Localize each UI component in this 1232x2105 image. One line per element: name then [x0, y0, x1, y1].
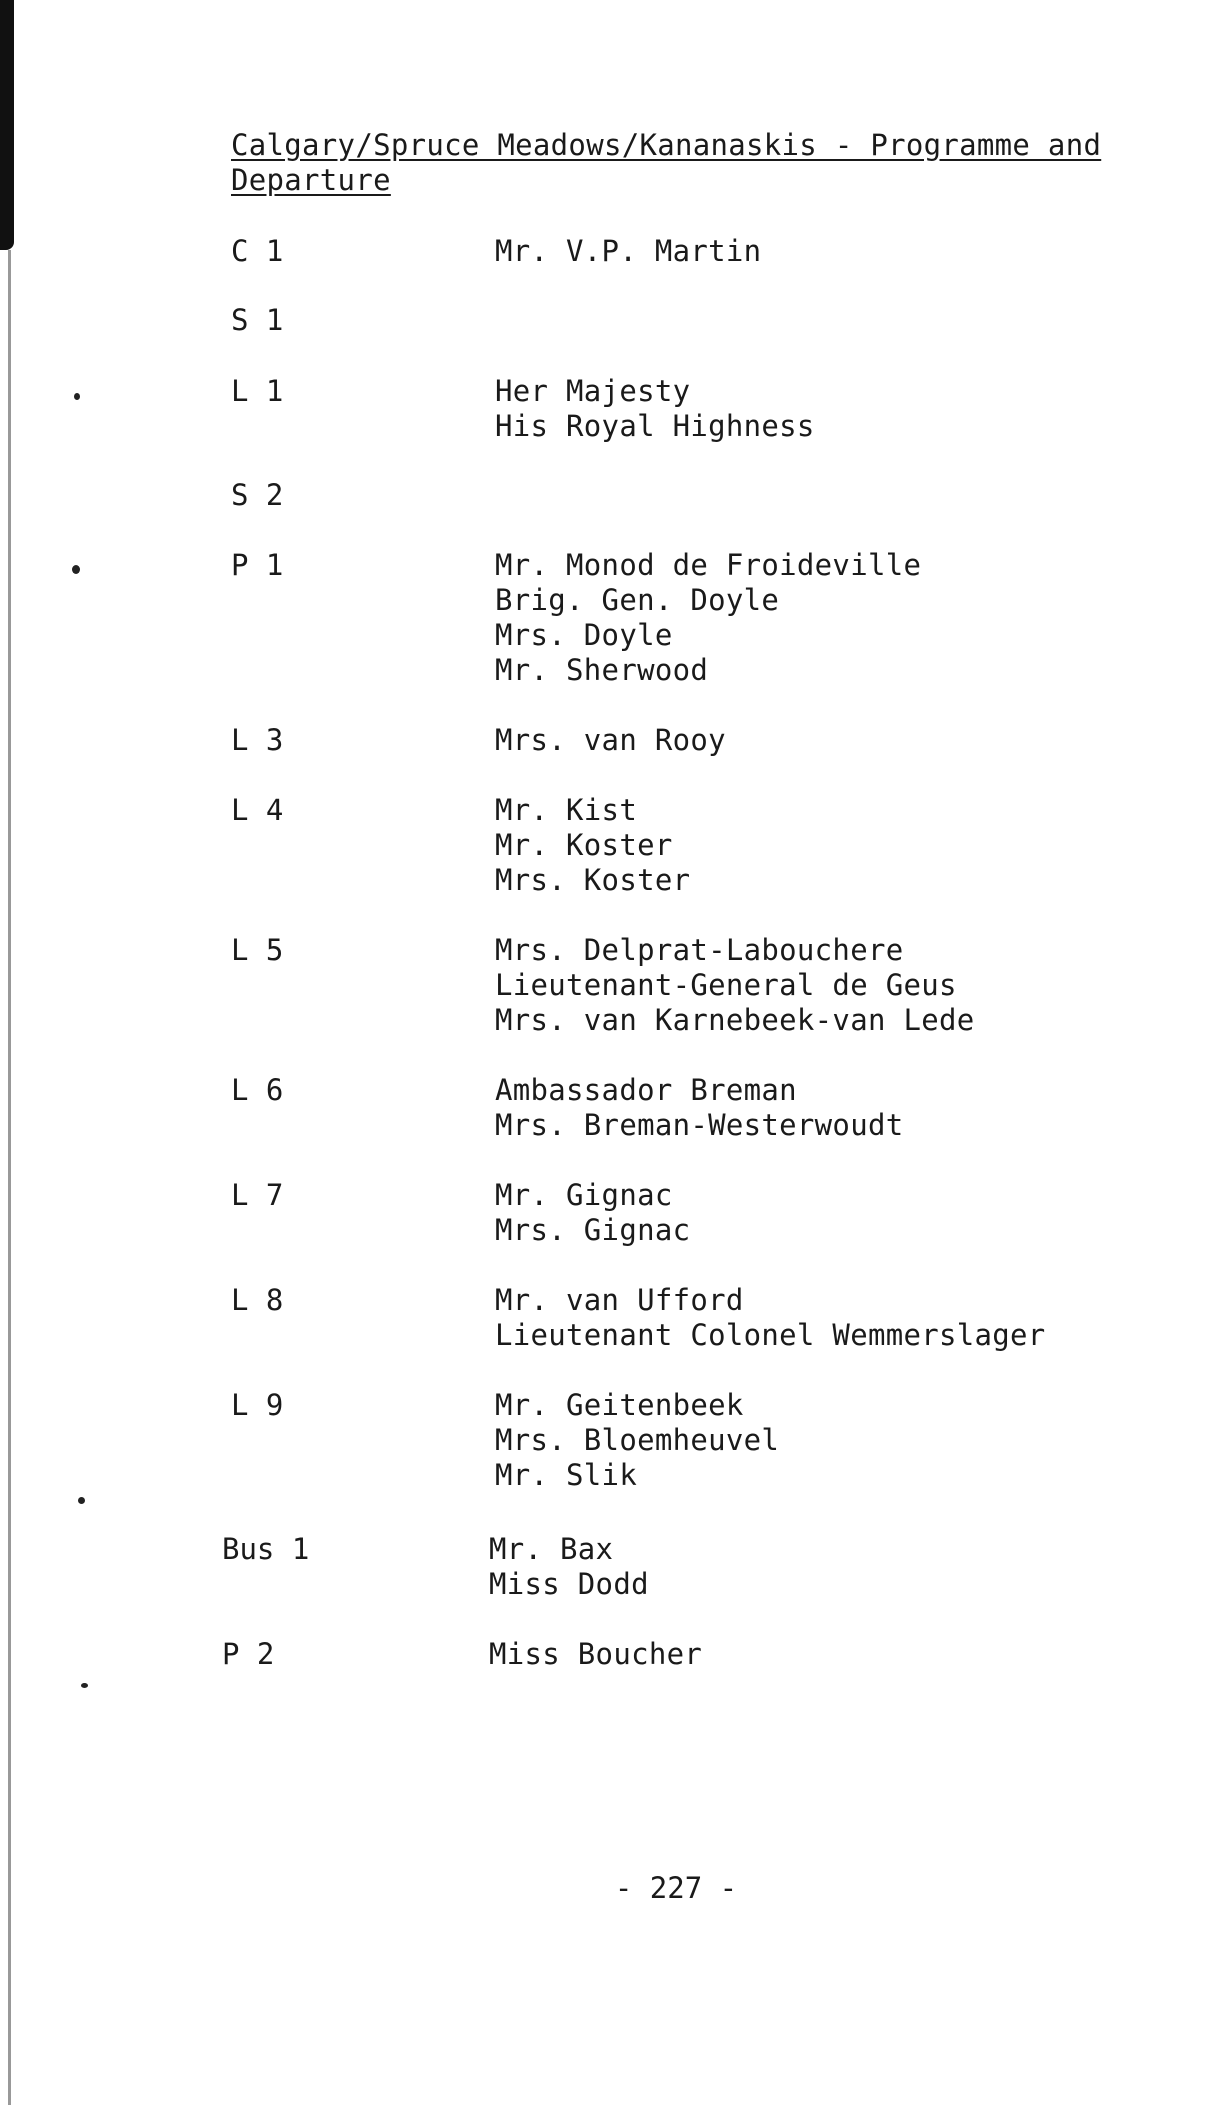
passenger-name: Mrs. Koster — [495, 863, 691, 897]
vehicle-code: P 1 — [231, 548, 284, 582]
vehicle-code: L 7 — [231, 1178, 284, 1212]
passenger-list — [495, 933, 975, 1038]
passenger-name: Brig. Gen. Doyle — [495, 583, 780, 617]
passenger-list — [495, 234, 761, 269]
passenger-name: His Royal Highness — [495, 409, 815, 443]
passenger-name: Lieutenant-General de Geus — [495, 968, 957, 1002]
vehicle-code: Bus 1 — [222, 1532, 310, 1566]
passenger-name: Mrs. Doyle — [495, 618, 673, 652]
passenger-name: Mrs. Gignac — [495, 1213, 691, 1247]
passenger-list — [495, 548, 921, 688]
page-number: - 227 - — [614, 1871, 738, 1905]
passenger-name: Miss Boucher — [489, 1637, 703, 1671]
scan-speck — [72, 565, 80, 574]
passenger-list — [495, 1283, 1046, 1353]
vehicle-code: S 1 — [231, 303, 284, 337]
passenger-name: Mr. Sherwood — [495, 653, 709, 687]
passenger-list — [495, 793, 690, 898]
scan-speck — [74, 393, 80, 400]
vehicle-code: L 1 — [231, 374, 284, 408]
passenger-name: Mr. Kist — [495, 793, 638, 827]
page-edge-line — [8, 250, 11, 2105]
passenger-list — [495, 723, 726, 758]
passenger-name: Mr. Slik — [495, 1458, 638, 1492]
binding-shadow — [0, 0, 14, 250]
vehicle-code: L 9 — [231, 1388, 284, 1422]
passenger-name: Mrs. Bloemheuvel — [495, 1423, 780, 1457]
vehicle-code: S 2 — [231, 478, 284, 512]
passenger-name: Mr. Monod de Froideville — [495, 548, 922, 582]
passenger-name: Mr. Geitenbeek — [495, 1388, 744, 1422]
passenger-list — [489, 1637, 702, 1672]
vehicle-code: L 6 — [231, 1073, 284, 1107]
scan-speck — [81, 1683, 88, 1688]
passenger-list — [495, 1178, 690, 1248]
vehicle-code: P 2 — [222, 1637, 275, 1671]
document-title: Calgary/Spruce Meadows/Kananaskis - Programme and Departure — [231, 128, 1102, 197]
passenger-list — [495, 374, 815, 444]
passenger-name: Mr. Gignac — [495, 1178, 673, 1212]
passenger-name: Mr. van Ufford — [495, 1283, 744, 1317]
passenger-name: Ambassador Breman — [495, 1073, 797, 1107]
vehicle-code: C 1 — [231, 234, 284, 268]
passenger-name: Mrs. Delprat-Labouchere — [495, 933, 904, 967]
passenger-name: Mr. V.P. Martin — [495, 234, 762, 268]
vehicle-code: L 5 — [231, 933, 284, 967]
passenger-name: Mr. Bax — [489, 1532, 614, 1566]
passenger-name: Mrs. van Karnebeek-van Lede — [495, 1003, 975, 1037]
passenger-list — [495, 1073, 903, 1143]
passenger-name: Mr. Koster — [495, 828, 673, 862]
passenger-list — [489, 1532, 649, 1602]
passenger-name: Miss Dodd — [489, 1567, 649, 1601]
vehicle-code: L 4 — [231, 793, 284, 827]
passenger-name: Mrs. van Rooy — [495, 723, 726, 757]
passenger-list — [495, 1388, 779, 1493]
vehicle-code: L 3 — [231, 723, 284, 757]
passenger-name: Lieutenant Colonel Wemmerslager — [495, 1318, 1046, 1352]
passenger-name: Her Majesty — [495, 374, 691, 408]
scan-speck — [78, 1497, 85, 1504]
passenger-name: Mrs. Breman-Westerwoudt — [495, 1108, 904, 1142]
vehicle-code: L 8 — [231, 1283, 284, 1317]
